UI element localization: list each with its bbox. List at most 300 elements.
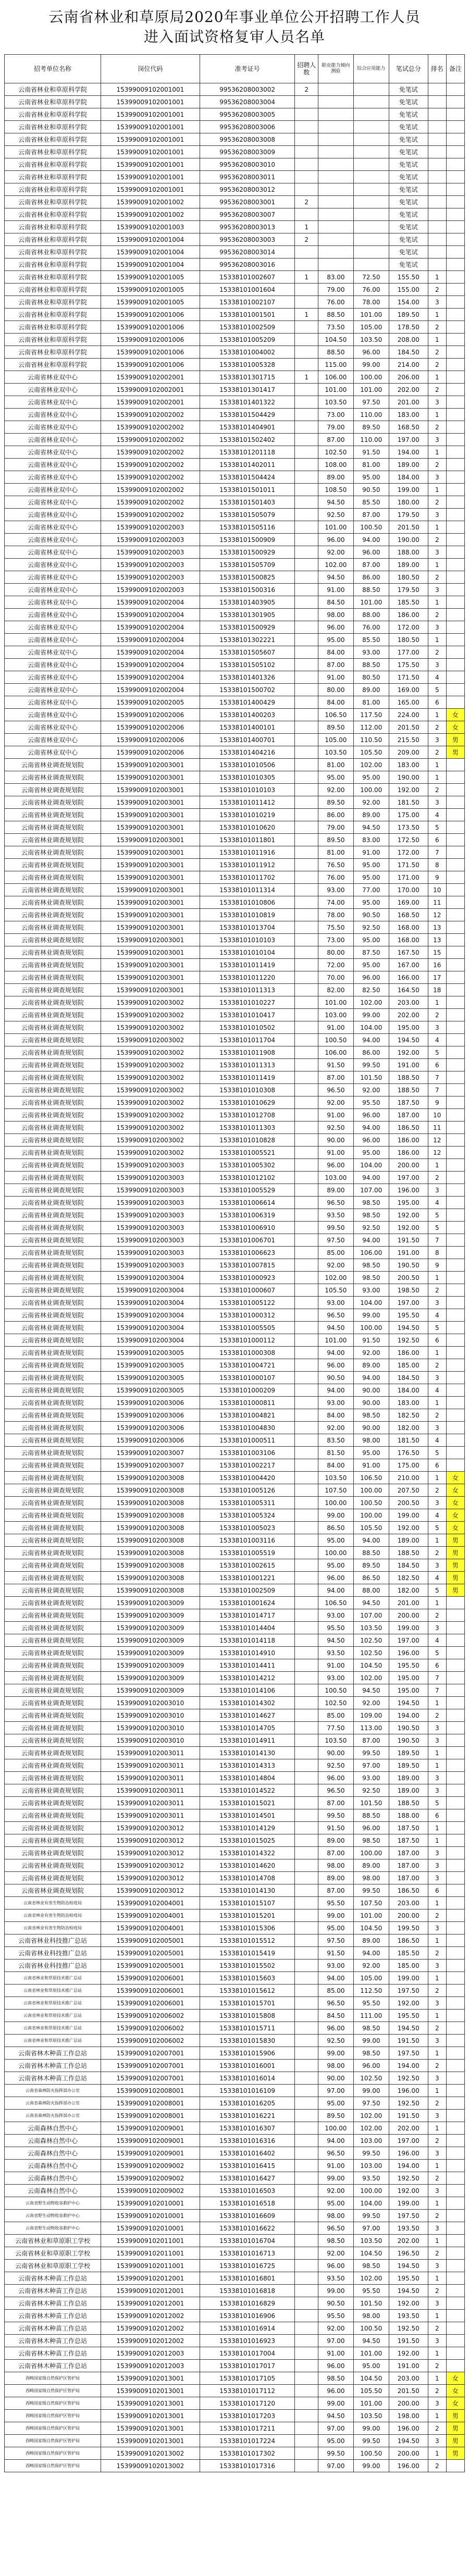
cell-post-code: 15399009102003001 <box>101 859 200 871</box>
cell-unit: 云南省林业调查规划院 <box>5 896 101 909</box>
cell-total: 167.00 <box>389 959 428 971</box>
table-row <box>5 2272 465 2285</box>
cell-score2: 86.00 <box>353 571 389 584</box>
cell-quota <box>295 1497 318 1509</box>
cell-quota <box>295 534 318 546</box>
cell-score1: 90.00 <box>318 1747 353 1759</box>
cell-total: 190.00 <box>389 771 428 784</box>
cell-ticket: 15338101505116 <box>200 521 295 534</box>
cell-score1: 94.50 <box>318 1322 353 1334</box>
cell-score2: 92.00 <box>353 796 389 809</box>
cell-post-code: 15399009102001004 <box>101 246 200 258</box>
cell-rank: 3 <box>428 1997 446 2010</box>
cell-quota <box>295 2410 318 2422</box>
table-row <box>5 2247 465 2260</box>
table-row <box>5 2297 465 2310</box>
cell-unit: 西畴国家级自然保护区管护局 <box>5 2422 101 2435</box>
cell-quota <box>295 1046 318 1059</box>
table-row <box>5 921 465 934</box>
cell-total: 194.50 <box>389 2022 428 2035</box>
cell-note <box>446 484 464 496</box>
cell-post-code: 15399009102001006 <box>101 309 200 321</box>
table-row <box>5 1672 465 1684</box>
cell-note <box>446 959 464 971</box>
cell-score1: 92.00 <box>318 1422 353 1434</box>
cell-ticket: 15338101011702 <box>200 871 295 884</box>
cell-total: 181.50 <box>389 796 428 809</box>
cell-ticket: 15338101500316 <box>200 584 295 596</box>
cell-score1 <box>318 133 353 146</box>
cell-quota <box>295 1709 318 1722</box>
cell-ticket: 15338101505102 <box>200 659 295 671</box>
cell-ticket: 15338101016316 <box>200 2135 295 2147</box>
cell-rank: 1 <box>428 484 446 496</box>
cell-ticket: 15338101001624 <box>200 1597 295 1609</box>
cell-post-code: 15399009102005001 <box>101 1934 200 1947</box>
cell-ticket: 15338101005302 <box>200 1159 295 1172</box>
cell-ticket: 15338101002615 <box>200 1559 295 1572</box>
cell-note <box>446 596 464 609</box>
cell-score1: 94.50 <box>318 571 353 584</box>
cell-post-code: 15399009102003012 <box>101 1859 200 1872</box>
cell-ticket: 15338101016307 <box>200 2122 295 2135</box>
cell-rank: 12 <box>428 909 446 921</box>
table-row <box>5 183 465 196</box>
cell-note <box>446 1222 464 1234</box>
cell-unit: 云南省林业调查规划院 <box>5 1722 101 1734</box>
cell-note <box>446 2172 464 2185</box>
cell-ticket: 15338101010227 <box>200 996 295 1009</box>
cell-unit: 云南省林业调查规划院 <box>5 1747 101 1759</box>
cell-post-code: 15399009102002002 <box>101 496 200 509</box>
cell-post-code: 15399009102003009 <box>101 1684 200 1697</box>
cell-ticket: 15338101015701 <box>200 1997 295 2010</box>
cell-unit: 云南省林业和草原科学院 <box>5 309 101 321</box>
table-row <box>5 1609 465 1622</box>
cell-unit: 云南省林业调查规划院 <box>5 1197 101 1209</box>
cell-total: 195.00 <box>389 1672 428 1684</box>
cell-score2: 88.50 <box>353 1809 389 1822</box>
cell-score2: 91.00 <box>353 1459 389 1472</box>
cell-unit: 云南省林业调查规划院 <box>5 1059 101 1071</box>
cell-ticket: 15338101400429 <box>200 696 295 709</box>
cell-rank: 1 <box>428 334 446 346</box>
cell-unit: 云南省林木种苗工作总站 <box>5 2310 101 2322</box>
table-row <box>5 1759 465 1772</box>
table-row <box>5 2035 465 2047</box>
cell-score2: 101.00 <box>353 309 389 321</box>
cell-ticket: 15338101016001 <box>200 2060 295 2072</box>
cell-score2: 104.00 <box>353 1159 389 1172</box>
cell-score2: 78.00 <box>353 296 389 309</box>
cell-note <box>446 1997 464 2010</box>
table-row <box>5 1147 465 1159</box>
cell-rank: 2 <box>428 384 446 396</box>
cell-rank: 17 <box>428 971 446 984</box>
cell-quota <box>295 1872 318 1884</box>
cell-note <box>446 1297 464 1309</box>
cell-ticket: 15338101016713 <box>200 2247 295 2260</box>
table-row <box>5 859 465 871</box>
cell-total: 187.50 <box>389 1834 428 1847</box>
cell-ticket: 15338101500909 <box>200 534 295 546</box>
cell-total: 197.00 <box>389 1297 428 1309</box>
cell-post-code: 15399009102003002 <box>101 1096 200 1109</box>
cell-rank: 3 <box>428 734 446 746</box>
cell-score2: 92.00 <box>353 1084 389 1096</box>
cell-note <box>446 1209 464 1222</box>
table-row <box>5 509 465 521</box>
cell-rank <box>428 171 446 183</box>
cell-quota <box>295 2072 318 2085</box>
cell-post-code: 15399009102001001 <box>101 133 200 146</box>
cell-total: 189.00 <box>389 459 428 471</box>
cell-score2: 95.00 <box>353 2360 389 2372</box>
cell-total: 180.50 <box>389 634 428 646</box>
cell-note <box>446 1747 464 1759</box>
cell-post-code: 15399009102009001 <box>101 2135 200 2147</box>
table-row <box>5 1722 465 1734</box>
cell-score2: 94.00 <box>353 1372 389 1384</box>
cell-quota <box>295 884 318 896</box>
cell-rank: 4 <box>428 1509 446 1522</box>
cell-score2: 94.00 <box>353 1121 389 1134</box>
cell-total: 176.50 <box>389 1447 428 1459</box>
cell-score2: 96.00 <box>353 1109 389 1121</box>
cell-post-code: 15399009102003004 <box>101 1334 200 1347</box>
cell-post-code: 15399009102003010 <box>101 1709 200 1722</box>
cell-total: 198.50 <box>389 1284 428 1297</box>
cell-unit: 云南省林业双中心 <box>5 509 101 521</box>
cell-rank: 3 <box>428 2335 446 2347</box>
table-row <box>5 534 465 546</box>
table-row <box>5 2235 465 2247</box>
cell-quota <box>295 208 318 221</box>
cell-rank <box>428 121 446 133</box>
cell-total: 200.50 <box>389 1272 428 1284</box>
table-row <box>5 1021 465 1034</box>
cell-total: 197.50 <box>389 2047 428 2060</box>
cell-note <box>446 96 464 108</box>
cell-post-code: 15399009102003008 <box>101 1484 200 1497</box>
cell-note <box>446 2360 464 2372</box>
cell-note <box>446 1672 464 1684</box>
cell-total: 免笔试 <box>389 121 428 133</box>
cell-ticket: 15338101016205 <box>200 2097 295 2110</box>
table-row <box>5 1359 465 1372</box>
cell-ticket: 15338101011314 <box>200 884 295 896</box>
cell-quota <box>295 2085 318 2097</box>
cell-note <box>446 946 464 959</box>
cell-total: 172.50 <box>389 834 428 846</box>
cell-note <box>446 1697 464 1709</box>
cell-unit: 云南省林业调查规划院 <box>5 1584 101 1597</box>
cell-ticket: 15338101015306 <box>200 1922 295 1934</box>
table-row <box>5 1472 465 1484</box>
cell-total: 187.00 <box>389 1847 428 1859</box>
cell-ticket: 15338101016402 <box>200 2147 295 2160</box>
cell-quota: 1 <box>295 309 318 321</box>
cell-note <box>446 1659 464 1672</box>
cell-quota <box>295 1547 318 1559</box>
table-row <box>5 2385 465 2397</box>
cell-note <box>446 233 464 246</box>
cell-score1: 96.00 <box>318 1159 353 1172</box>
cell-rank: 2 <box>428 2022 446 2035</box>
cell-unit: 云南省林业和草原科学院 <box>5 284 101 296</box>
cell-rank <box>428 83 446 96</box>
cell-note: 男 <box>446 1559 464 1572</box>
table-row <box>5 1322 465 1334</box>
cell-unit: 云南森林自然中心 <box>5 2147 101 2160</box>
cell-unit: 云南省林业调查规划院 <box>5 871 101 884</box>
cell-total: 197.50 <box>389 1985 428 1997</box>
cell-rank: 7 <box>428 1684 446 1697</box>
cell-rank: 2 <box>428 459 446 471</box>
cell-rank: 2 <box>428 2247 446 2260</box>
table-row <box>5 846 465 859</box>
cell-quota <box>295 859 318 871</box>
cell-quota <box>295 2460 318 2472</box>
cell-unit: 云南省林业双中心 <box>5 721 101 734</box>
cell-unit: 云南省林业双中心 <box>5 571 101 584</box>
cell-post-code: 15399009102002003 <box>101 534 200 546</box>
cell-quota <box>295 1659 318 1672</box>
cell-quota <box>295 2335 318 2347</box>
cell-note: 女 <box>446 1522 464 1534</box>
cell-score1: 93.00 <box>318 1672 353 1684</box>
cell-total: 188.00 <box>389 546 428 559</box>
header-unit: 招考单位名称 <box>5 55 101 83</box>
cell-quota <box>295 1397 318 1409</box>
cell-rank: 3 <box>428 1184 446 1197</box>
cell-total: 196.50 <box>389 2247 428 2260</box>
cell-total: 189.00 <box>389 1772 428 1784</box>
cell-unit: 云南省林业调查规划院 <box>5 1447 101 1459</box>
cell-ticket: 15338101017112 <box>200 2385 295 2397</box>
cell-post-code: 15399009102005001 <box>101 1947 200 1959</box>
cell-post-code: 15399009102002001 <box>101 396 200 409</box>
cell-note: 男 <box>446 1547 464 1559</box>
cell-unit: 云南省林业双中心 <box>5 646 101 659</box>
cell-quota <box>295 971 318 984</box>
cell-score1: 101.00 <box>318 521 353 534</box>
cell-score2: 100.50 <box>353 521 389 534</box>
cell-quota <box>295 646 318 659</box>
header-post: 岗位代码 <box>101 55 200 83</box>
cell-post-code: 15399009102003002 <box>101 1084 200 1096</box>
cell-score2: 102.00 <box>353 996 389 1009</box>
cell-score2: 101.00 <box>353 384 389 396</box>
cell-score2: 85.50 <box>353 496 389 509</box>
cell-unit: 云南省林业调查规划院 <box>5 1222 101 1234</box>
cell-score1: 93.00 <box>318 1959 353 1972</box>
cell-score2: 99.50 <box>353 2147 389 2160</box>
cell-note <box>446 1809 464 1822</box>
cell-ticket: 15338101302221 <box>200 634 295 646</box>
cell-unit: 云南省林业和草原科学院 <box>5 158 101 171</box>
cell-note <box>446 1797 464 1809</box>
cell-post-code: 15399009102003003 <box>101 1209 200 1222</box>
cell-quota <box>295 171 318 183</box>
cell-score2: 103.50 <box>353 1622 389 1634</box>
cell-rank: 3 <box>428 1734 446 1747</box>
cell-score2: 96.00 <box>353 1822 389 1834</box>
cell-total: 200.00 <box>389 2397 428 2410</box>
cell-note <box>446 2022 464 2035</box>
cell-post-code: 15399009102003004 <box>101 1322 200 1334</box>
cell-rank: 1 <box>428 1834 446 1847</box>
cell-ticket: 15338101301905 <box>200 609 295 621</box>
cell-unit: 西畴国家级自然保护区管护局 <box>5 2385 101 2397</box>
cell-total: 206.00 <box>389 371 428 384</box>
table-row <box>5 721 465 734</box>
table-row <box>5 971 465 984</box>
cell-post-code: 15399009102002004 <box>101 621 200 634</box>
cell-note <box>446 2072 464 2085</box>
cell-score2: 100.50 <box>353 1497 389 1509</box>
cell-rank: 1 <box>428 2235 446 2247</box>
cell-rank: 1 <box>428 446 446 459</box>
cell-note <box>446 2285 464 2297</box>
cell-rank: 1 <box>428 709 446 721</box>
cell-score2: 94.50 <box>353 821 389 834</box>
cell-score1: 93.50 <box>318 2272 353 2285</box>
header-note: 备注 <box>446 55 464 83</box>
cell-ticket: 15338101017105 <box>200 2372 295 2385</box>
cell-unit: 云南省林业调查规划院 <box>5 1672 101 1684</box>
table-row <box>5 596 465 609</box>
table-row <box>5 2435 465 2447</box>
cell-unit: 云南省林业和草原科学院 <box>5 258 101 271</box>
cell-note <box>446 2085 464 2097</box>
cell-score2: 97.50 <box>353 396 389 409</box>
cell-ticket: 15338101016518 <box>200 2197 295 2210</box>
cell-rank: 1 <box>428 1159 446 1172</box>
cell-note <box>446 459 464 471</box>
cell-ticket: 15338101005311 <box>200 1497 295 1509</box>
cell-rank <box>428 233 446 246</box>
cell-score2: 98.50 <box>353 2022 389 2035</box>
table-row <box>5 421 465 434</box>
cell-unit: 云南省林业和草原科学院 <box>5 271 101 284</box>
cell-note <box>446 133 464 146</box>
cell-score1: 93.00 <box>318 1297 353 1309</box>
table-row <box>5 2110 465 2122</box>
cell-total: 200.00 <box>389 1909 428 1922</box>
cell-ticket: 15338101005122 <box>200 1297 295 1309</box>
cell-rank: 2 <box>428 2097 446 2110</box>
table-row <box>5 1409 465 1422</box>
cell-score1: 86.50 <box>318 1522 353 1534</box>
cell-score2: 92.50 <box>353 1784 389 1797</box>
cell-rank: 2 <box>428 1909 446 1922</box>
cell-total: 154.00 <box>389 296 428 309</box>
cell-post-code: 15399009102012003 <box>101 2347 200 2360</box>
cell-post-code: 15399009102003009 <box>101 1622 200 1634</box>
cell-post-code: 15399009102003008 <box>101 1547 200 1559</box>
cell-score2: 103.50 <box>353 2235 389 2247</box>
table-row <box>5 1034 465 1046</box>
cell-rank: 1 <box>428 1272 446 1284</box>
cell-note <box>446 1347 464 1359</box>
cell-score1: 98.00 <box>318 2060 353 2072</box>
cell-total: 224.00 <box>389 709 428 721</box>
cell-score2: 93.00 <box>353 1284 389 1297</box>
cell-score1: 92.00 <box>318 2247 353 2260</box>
cell-score2: 87.00 <box>353 1734 389 1747</box>
table-row <box>5 1547 465 1559</box>
cell-rank: 3 <box>428 2147 446 2160</box>
table-row <box>5 621 465 634</box>
cell-quota <box>295 1985 318 1997</box>
cell-unit: 云南省林业双中心 <box>5 634 101 646</box>
cell-note <box>446 1434 464 1447</box>
cell-unit: 云南省林业调查规划院 <box>5 1397 101 1409</box>
cell-total: 免笔试 <box>389 221 428 233</box>
cell-note <box>446 2060 464 2072</box>
cell-rank: 1 <box>428 1397 446 1409</box>
cell-quota: 2 <box>295 196 318 208</box>
table-row <box>5 1809 465 1822</box>
cell-total: 187.00 <box>389 1872 428 1884</box>
cell-rank: 2 <box>428 1709 446 1722</box>
cell-score2 <box>353 233 389 246</box>
cell-rank: 6 <box>428 1059 446 1071</box>
cell-post-code: 15399009102003009 <box>101 1659 200 1672</box>
cell-note <box>446 1009 464 1021</box>
cell-unit: 云南省林业科技推广总站 <box>5 1947 101 1959</box>
cell-score1: 98.50 <box>318 2372 353 2385</box>
cell-rank: 3 <box>428 1622 446 1634</box>
cell-quota <box>295 1422 318 1434</box>
cell-rank: 4 <box>428 1634 446 1647</box>
cell-score2: 89.00 <box>353 1859 389 1872</box>
cell-quota <box>295 1334 318 1347</box>
cell-quota: 1 <box>295 371 318 384</box>
cell-unit: 云南省林业和草原科学院 <box>5 208 101 221</box>
cell-unit: 云南省林业调查规划院 <box>5 1372 101 1384</box>
cell-post-code: 15399009102002003 <box>101 571 200 584</box>
cell-score2: 102.00 <box>353 2122 389 2135</box>
cell-total: 196.00 <box>389 1647 428 1659</box>
cell-rank: 5 <box>428 821 446 834</box>
table-row <box>5 1484 465 1497</box>
cell-post-code: 15399009102010001 <box>101 2222 200 2235</box>
cell-score1 <box>318 146 353 158</box>
cell-rank: 3 <box>428 2260 446 2272</box>
cell-score1: 98.00 <box>318 609 353 621</box>
cell-post-code: 15399009102002002 <box>101 459 200 471</box>
cell-score1: 95.00 <box>318 771 353 784</box>
cell-note: 女 <box>446 1509 464 1522</box>
cell-total: 200.00 <box>389 2447 428 2460</box>
cell-rank: 3 <box>428 1372 446 1384</box>
cell-note <box>446 321 464 334</box>
cell-rank: 9 <box>428 871 446 884</box>
cell-total: 168.50 <box>389 421 428 434</box>
table-row <box>5 1247 465 1259</box>
table-row <box>5 2085 465 2097</box>
cell-note <box>446 2310 464 2322</box>
table-row <box>5 946 465 959</box>
cell-total: 185.50 <box>389 1947 428 1959</box>
table-row <box>5 2335 465 2347</box>
cell-unit: 云南省野生动物收容救护中心 <box>5 2222 101 2235</box>
cell-score2: 88.00 <box>353 1584 389 1597</box>
cell-ticket: 15338101010828 <box>200 1134 295 1147</box>
cell-score2 <box>353 83 389 96</box>
